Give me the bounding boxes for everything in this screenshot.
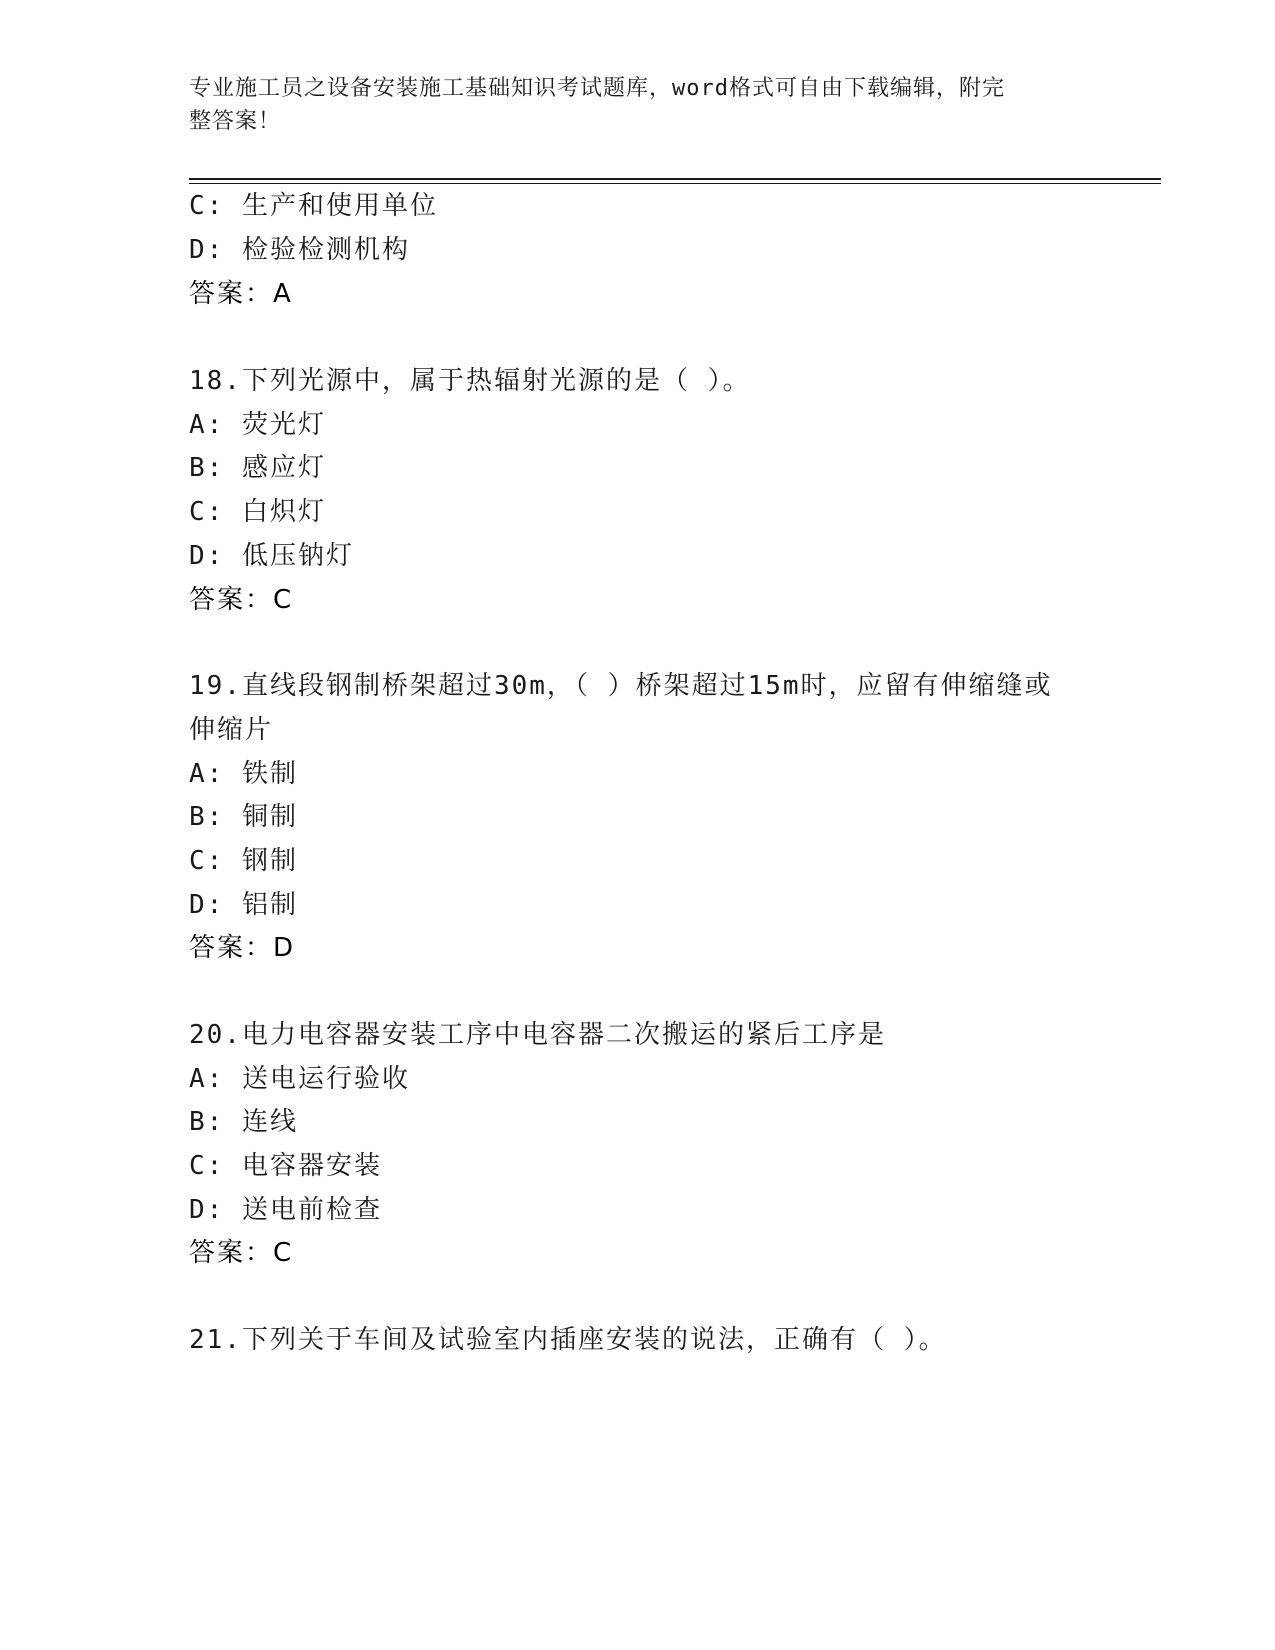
q19-question-line-1: 19.直线段钢制桥架超过30m，（ ）桥架超过15m时，应留有伸缩缝或 [189, 671, 1053, 701]
q19-option-c: C: 钢制 [189, 846, 298, 876]
q19-option-d: D: 铝制 [189, 890, 298, 920]
header-divider-thin [189, 183, 1161, 184]
q20-option-d: D: 送电前检查 [189, 1195, 382, 1225]
q19-option-b: B: 铜制 [189, 802, 298, 832]
q18-question: 18.下列光源中，属于热辐射光源的是（ ）。 [189, 366, 751, 396]
q20-question: 20.电力电容器安装工序中电容器二次搬运的紧后工序是 [189, 1020, 886, 1050]
header-line-2: 整答案！ [189, 109, 282, 134]
q20-option-c: C: 电容器安装 [189, 1151, 382, 1181]
q18-option-a: A: 荧光灯 [189, 410, 326, 440]
q19-answer: 答案：D [189, 933, 296, 963]
q17-answer: 答案：A [189, 279, 293, 309]
q17-option-d: D: 检验检测机构 [189, 235, 410, 265]
q18-option-d: D: 低压钠灯 [189, 541, 354, 571]
q20-option-b: B: 连线 [189, 1107, 298, 1137]
q21-question: 21.下列关于车间及试验室内插座安装的说法，正确有（ ）。 [189, 1325, 947, 1355]
q19-option-a: A: 铁制 [189, 759, 298, 789]
q18-option-b: B: 感应灯 [189, 453, 326, 483]
q19-question-line-2: 伸缩片 [189, 715, 274, 745]
q17-option-c: C: 生产和使用单位 [189, 191, 438, 221]
q20-option-a: A: 送电运行验收 [189, 1064, 410, 1094]
q18-option-c: C: 白炽灯 [189, 497, 326, 527]
page-header [189, 72, 1069, 138]
header-line-1: 专业施工员之设备安装施工基础知识考试题库，word格式可自由下载编辑，附完 [189, 76, 1005, 101]
header-divider-thick [189, 178, 1161, 180]
q18-answer: 答案：C [189, 585, 294, 615]
q20-answer: 答案：C [189, 1238, 294, 1268]
